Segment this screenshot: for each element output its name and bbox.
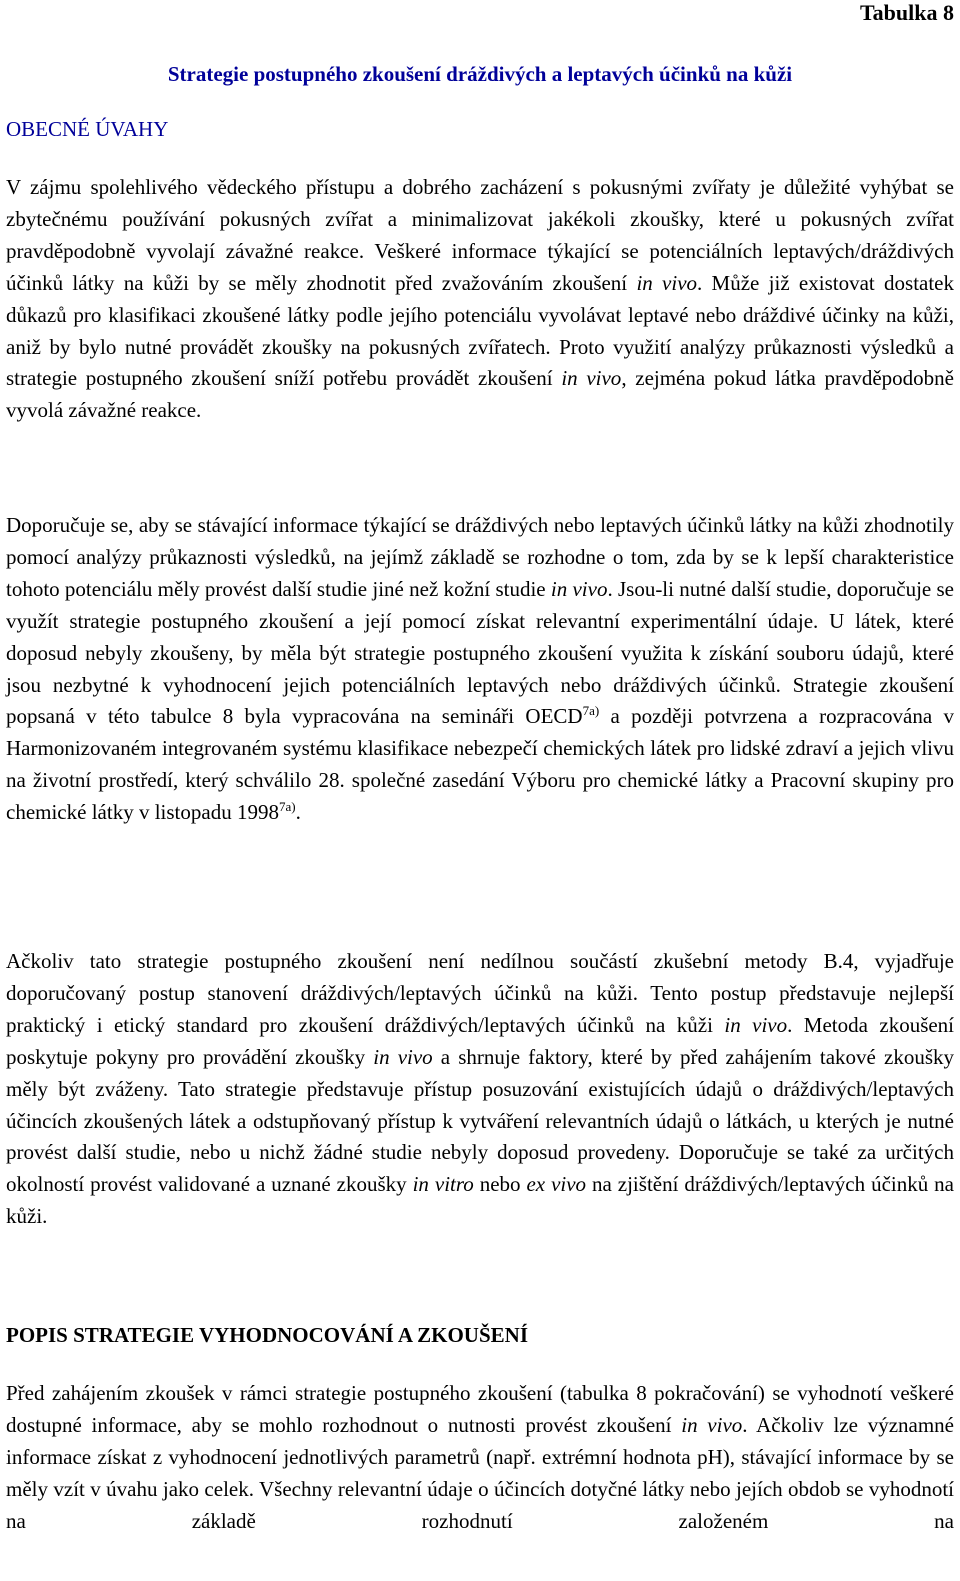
italic-term: in vivo <box>681 1412 743 1437</box>
text-run: na zjištění dráždivých/leptavých účinků na kůži. <box>6 1172 955 1229</box>
text-run: nebo <box>473 1172 527 1197</box>
text-run: , zejména pokud látka pravděpodobně vyvolá závažné reakce. <box>6 366 955 423</box>
text-run: . Ačkoliv lze významné informace získat z vyhodnocení jednotlivých parametrů (např. extrémní hodnota pH), stávající informace by se měly vzít v úvahu jako celek. Všechny relevantní údaje o účincích dotyčné látky nebo jejích obdob se vyhodnotí na základě rozhodnutí založeném na <box>6 1412 954 1533</box>
italic-term: in vivo <box>373 1044 433 1069</box>
text-run: . <box>295 800 301 825</box>
text-run: Doporučuje se, aby se stávající informace týkající se dráždivých nebo leptavých účinků látky na kůži zhodnotily pomocí analýzy průkaznosti výsledků, na jejímž základě se rozhodne o tom, zda by se k lepší charakteristice tohoto potenciálu měly provést další studie jiné než kožní studie <box>6 513 954 601</box>
text-run: a později potvrzena a rozpracována v Harmonizovaném integrovaném systému klasifikace nebezpečí chemických látek pro lidské zdraví a jejich vlivu na životní prostředí, který schválilo 28. společné zasedání Výboru pro chemické látky a Pracovní skupiny pro chemické látky v listopadu 1998 <box>6 704 954 825</box>
text-run: Před zahájením zkoušek v rámci strategie postupného zkoušení (tabulka 8 pokračování) se vyhodnotí veškeré dostupné informace, aby se mohlo rozhodnout o nutnosti provést zkoušení <box>6 1381 954 1437</box>
paragraph-general-3 <box>6 946 954 1233</box>
text-run: V zájmu spolehlivého vědeckého přístupu a dobrého zacházení s pokusnými zvířaty je důležité vyhýbat se zbytečnému používání pokusných zvířat a minimalizovat jakékoli zkoušky, které u pokusných zvířat pravděpodobně vyvolají závažné reakce. Veškeré informace týkající se potenciálních leptavých/dráždivých účinků látky na kůži by se měly zhodnotit před zvažováním zkoušení <box>6 175 954 295</box>
paragraph-general-2 <box>6 510 954 829</box>
text-run: a shrnuje faktory, které by před zahájením takové zkoušky měly být zváženy. Tato strategie představuje přístup posuzování existujících údajů o dráždivých/leptavých účincích zkoušených látek a odstupňovaný přístup k vytváření relevantních údajů o látkách, u kterých je nutné provést další studie, nebo u nichž žádné studie nebyly doposud provedeny. Doporučuje se také za určitých okolností provést validované a uznané zkoušky <box>6 1044 954 1197</box>
paragraph-strategy-1 <box>6 1378 954 1574</box>
italic-term: in vitro <box>412 1172 474 1197</box>
italic-term: in vivo <box>724 1012 788 1037</box>
text-run: . Může již existovat dostatek důkazů pro klasifikaci zkoušené látky podle jejího potenciálu vyvolávat leptavé nebo dráždivé účinky na kůži, aniž by bylo nutné provádět zkoušky na pokusných zvířatech. Proto využití analýzy průkaznosti výsledků a strategie postupného zkoušení sníží potřebu provádět zkoušení <box>6 270 955 391</box>
footnote-reference: 7a) <box>278 799 296 815</box>
italic-term: in vivo <box>550 576 608 601</box>
italic-term: in vivo <box>561 366 622 391</box>
paragraph-general-1 <box>6 172 954 427</box>
italic-term: in vivo <box>636 270 698 295</box>
footnote-reference: 7a) <box>582 703 600 719</box>
italic-term: ex vivo <box>526 1172 587 1197</box>
section-heading-strategy: POPIS STRATEGIE VYHODNOCOVÁNÍ A ZKOUŠENÍ <box>6 1323 528 1347</box>
section-heading-general: OBECNÉ ÚVAHY <box>6 117 169 141</box>
text-run: Ačkoliv tato strategie postupného zkoušení není nedílnou součástí zkušební metody B.4, vyjadřuje doporučovaný postup stanovení dráždivých/leptavých účinků na kůži. Tento postup představuje nejlepší praktický i etický standard pro zkoušení dráždivých/leptavých účinků na kůži <box>6 949 954 1037</box>
table-label: Tabulka 8 <box>860 0 954 25</box>
text-run: . Metoda zkoušení poskytuje pokyny pro provádění zkoušky <box>6 1012 955 1069</box>
text-run: . Jsou-li nutné další studie, doporučuje se využít strategie postupného zkoušení a její pomocí získat relevantní experimentální údaje. U látek, které doposud nebyly zkoušeny, by měla být strategie postupného zkoušení využita k získání souboru údajů, které jsou nezbytné k vyhodnocení jejich potenciálních leptavých nebo dráždivých účinků. Strategie zkoušení popsaná v této tabulce 8 byla vypracována na semináři OECD <box>6 576 954 729</box>
document-subtitle: Strategie postupného zkoušení dráždivých a leptavých účinků na kůži <box>167 62 793 86</box>
